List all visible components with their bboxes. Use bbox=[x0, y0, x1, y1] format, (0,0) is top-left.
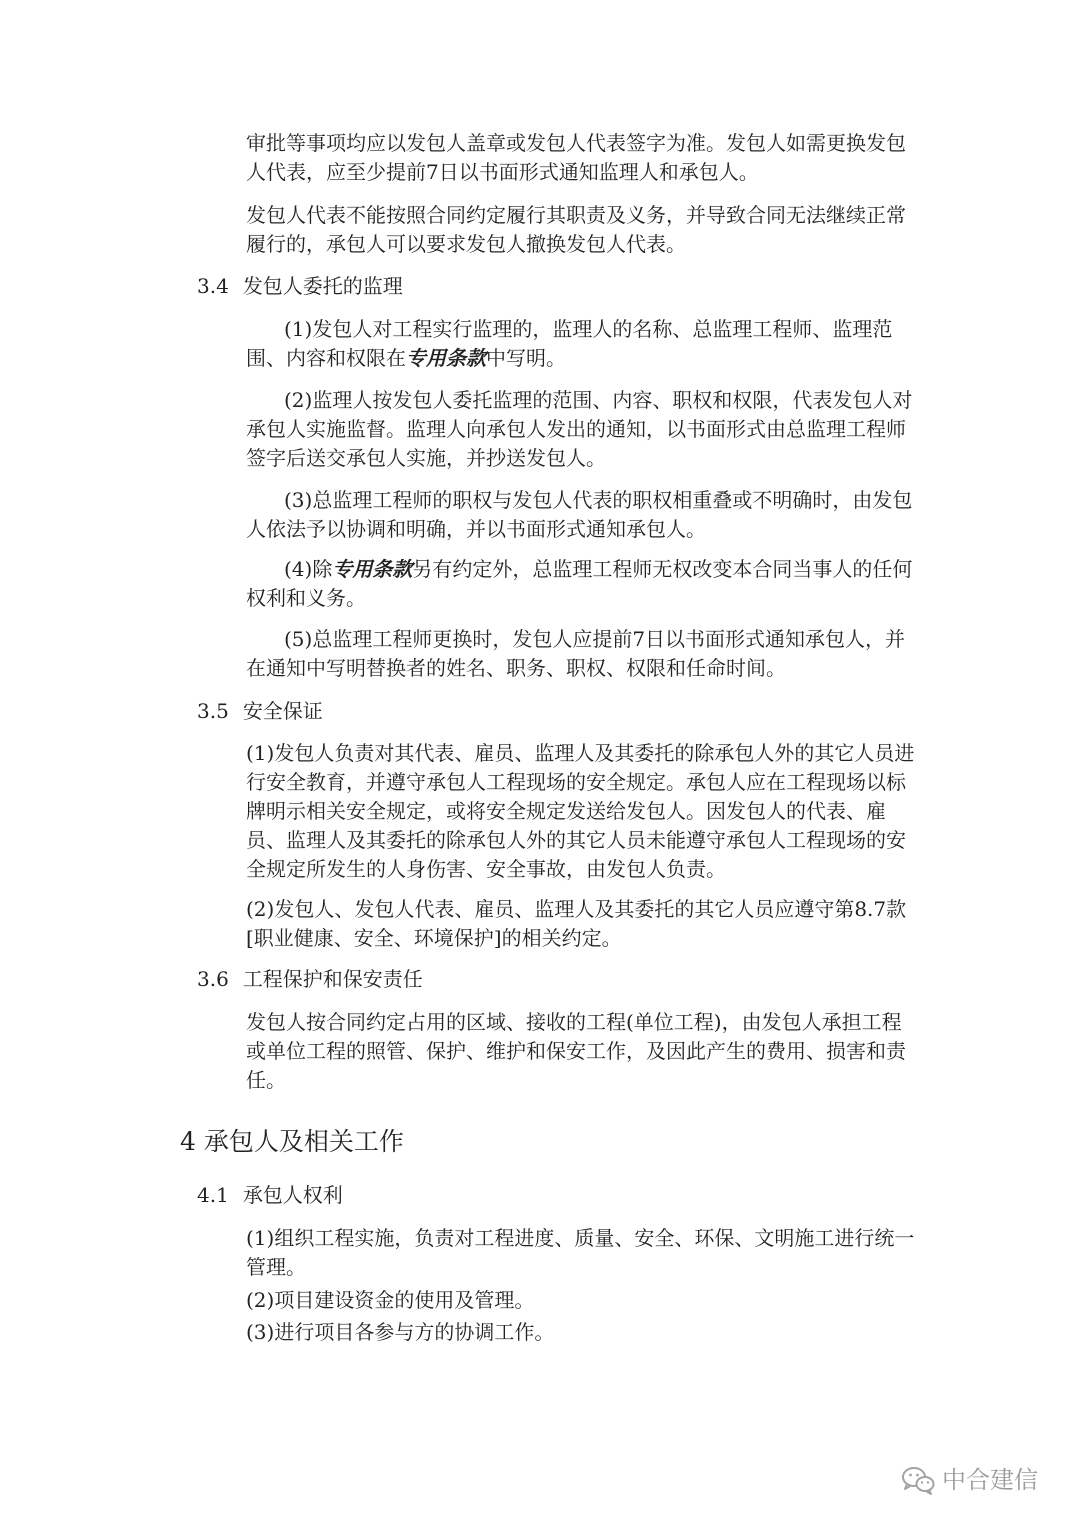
watermark-text: 中合建信 bbox=[942, 1466, 1038, 1494]
clause-3-5-2: (2)发包人、发包人代表、雇员、监理人及其委托的其它人员应遵守第8.7款[职业健康、安全、环境保护]的相关约定。 bbox=[246, 897, 907, 950]
clause-3-6: 发包人按合同约定占用的区域、接收的工程(单位工程)，由发包人承担工程或单位工程的照管、保护、维护和保安工作，及因此产生的费用、损害和责任。 bbox=[246, 1010, 906, 1092]
section-heading-3-6 bbox=[197, 965, 423, 994]
section-title: 安全保证 bbox=[242, 699, 323, 723]
clause-text: (1)发包人对工程实行监理的，监理人的名称、总监理工程师、监理范围、内容和权限在 bbox=[246, 317, 893, 370]
clause-4-1-3: (3)进行项目各参与方的协调工作。 bbox=[246, 1320, 555, 1344]
clause-3-4-2: (2)监理人按发包人委托监理的范围、内容、职权和权限，代表发包人对承包人实施监督。监理人向承包人发出的通知，以书面形式由总监理工程师签字后送交承包人实施，并抄送发包人。 bbox=[246, 388, 913, 470]
clause-text: (4)除 bbox=[284, 557, 333, 581]
paragraph: 审批等事项均应以发包人盖章或发包人代表签字为准。发包人如需更换发包人代表，应至少提前7日以书面形式通知监理人和承包人。 bbox=[246, 131, 906, 184]
section-number: 3.4 bbox=[197, 274, 229, 298]
section-number: 3.6 bbox=[197, 967, 229, 991]
clause-3-4-5: (5)总监理工程师更换时，发包人应提前7日以书面形式通知承包人，并在通知中写明替换者的姓名、职务、职权、权限和任命时间。 bbox=[246, 627, 906, 680]
section-heading-3-5 bbox=[197, 697, 323, 726]
emphasis-special-terms: 专用条款 bbox=[406, 346, 486, 370]
section-title: 工程保护和保安责任 bbox=[242, 967, 423, 991]
clause-3-5-1: (1)发包人负责对其代表、雇员、监理人及其委托的除承包人外的其它人员进行安全教育，并遵守承包人工程现场的安全规定。承包人应在工程现场以标牌明示相关安全规定，或将安全规定发送给发包人。因发包人的代表、雇员、监理人及其委托的除承包人外的其它人员未能遵守承包人工程现场的安全规定所发生的人身伤害、安全事故，由发包人负责。 bbox=[246, 741, 915, 881]
chapter-title: 承包人及相关工作 bbox=[203, 1127, 404, 1156]
emphasis-special-terms: 专用条款 bbox=[332, 557, 413, 581]
clause-4-1-1: (1)组织工程实施，负责对工程进度、质量、安全、环保、文明施工进行统一管理。 bbox=[246, 1226, 915, 1279]
section-heading-4-1 bbox=[197, 1181, 343, 1210]
clause-4-1-2: (2)项目建设资金的使用及管理。 bbox=[246, 1288, 535, 1312]
section-title: 承包人权利 bbox=[242, 1183, 343, 1207]
section-heading-3-4 bbox=[197, 272, 403, 301]
chapter-heading-4 bbox=[180, 1126, 404, 1158]
chapter-number: 4 bbox=[180, 1127, 196, 1156]
clause-3-4-3: (3)总监理工程师的职权与发包人代表的职权相重叠或不明确时，由发包人依法予以协调和明确，并以书面形式通知承包人。 bbox=[246, 488, 913, 541]
paragraph: 发包人代表不能按照合同约定履行其职责及义务，并导致合同无法继续正常履行的，承包人可以要求发包人撤换发包人代表。 bbox=[246, 203, 906, 256]
section-number: 3.5 bbox=[197, 699, 229, 723]
clause-text: 另有约定外，总监理工程师无权改变本合同当事人的任何权利和义务。 bbox=[246, 557, 913, 610]
section-number: 4.1 bbox=[197, 1183, 229, 1207]
clause-text: 中写明。 bbox=[486, 346, 566, 370]
section-title: 发包人委托的监理 bbox=[242, 274, 403, 298]
watermark bbox=[900, 1462, 1050, 1502]
clause-3-4-4 bbox=[246, 555, 916, 613]
clause-3-4-1 bbox=[246, 315, 916, 373]
wechat-icon bbox=[900, 1464, 936, 1496]
